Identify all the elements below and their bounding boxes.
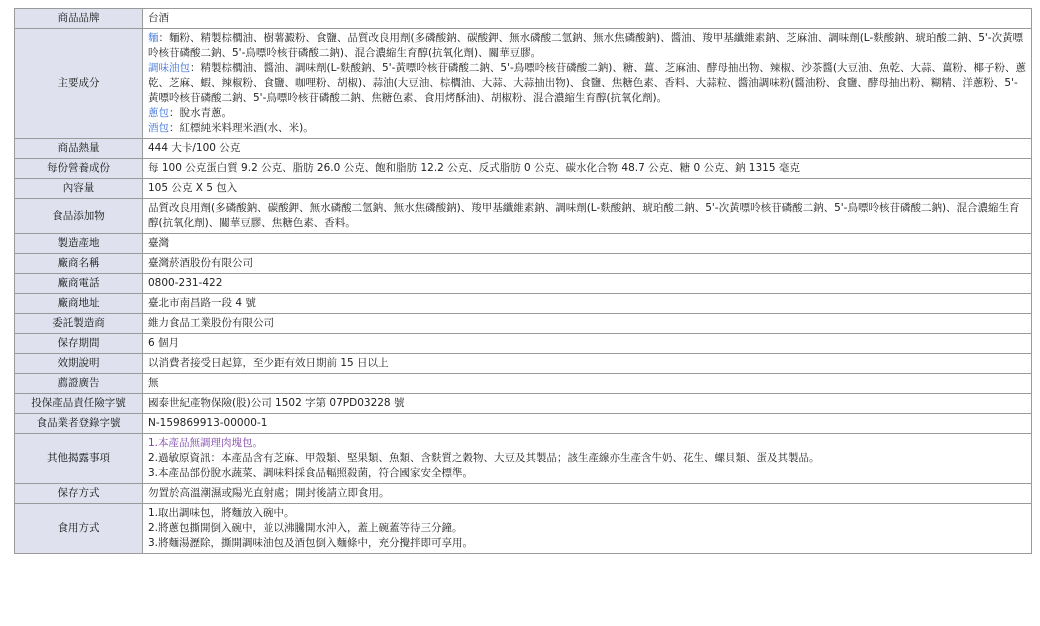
value-shelf-life: 6 個月 — [143, 334, 1032, 354]
usage-line-2: 2.將蔥包撕開倒入碗中，並以沸騰開水沖入，蓋上碗蓋等待三分鐘。 — [148, 522, 463, 534]
row-maker — [15, 254, 1032, 274]
value-content: 105 公克 X 5 包入 — [143, 179, 1032, 199]
noodle-text: ：麵粉、精製棕櫚油、樹薯澱粉、食鹽、品質改良用劑(多磷酸鈉、碳酸鉀、無水磷酸二氫鈉、無水焦磷酸鈉)、醬油、羧甲基纖維素鈉、芝麻油、調味劑(L-麩酸鈉、琥珀酸二鈉、5'-次黃嘌呤核苷磷酸二鈉、5'-鳥嘌呤核苷磷酸二鈉)、混合濃縮生育醇(抗氧化劑)、關華豆膠。 — [148, 32, 1024, 59]
label-ingredients: 主要成分 — [15, 29, 143, 139]
row-content — [15, 179, 1032, 199]
value-expiry: 以消費者接受日起算，至少距有效日期前 15 日以上 — [143, 354, 1032, 374]
product-info-table — [14, 8, 1032, 554]
value-contract: 維力食品工業股份有限公司 — [143, 314, 1032, 334]
row-nutrition — [15, 159, 1032, 179]
label-brand: 商品品牌 — [15, 9, 143, 29]
label-storage: 保存方式 — [15, 484, 143, 504]
value-ingredients — [143, 29, 1032, 139]
ingredients-oil — [148, 61, 1026, 106]
row-additives — [15, 199, 1032, 234]
row-expiry — [15, 354, 1032, 374]
row-ingredients — [15, 29, 1032, 139]
value-registration: N-159869913-00000-1 — [143, 414, 1032, 434]
label-additives: 食品添加物 — [15, 199, 143, 234]
label-disclosures: 其他揭露事項 — [15, 434, 143, 484]
oil-text: ：精製棕櫚油、醬油、調味劑(L-麩酸鈉、5'-黃嘌呤核苷磷酸二鈉、5'-鳥嘌呤核苷磷酸二鈉)、糖、薑、芝麻油、酵母抽出物、辣椒、沙茶醬(大豆油、魚乾、大蒜、薑粉、椰子粉、蔥乾、芝麻、蝦、辣椒粉、食鹽、咖哩粉、胡椒)、蒜油(大豆油、棕櫚油、大蒜、大蒜抽出物)、食鹽、焦糖色素、香料、大蒜粒、醬油調味粉(醬油粉、食鹽、酵母抽出粉、糊精、洋蔥粉、5'-黃嘌呤核苷磷酸二鈉、5'-鳥嘌呤核苷磷酸二鈉、焦糖色素、食用烤酥油)、胡椒粉、混合濃縮生育醇(抗氧化劑)。 — [148, 62, 1026, 104]
value-phone: 0800-231-422 — [143, 274, 1032, 294]
ingredients-wine — [148, 121, 1026, 136]
value-maker: 臺灣菸酒股份有限公司 — [143, 254, 1032, 274]
label-content: 內容量 — [15, 179, 143, 199]
row-origin — [15, 234, 1032, 254]
ingredients-scallion — [148, 106, 1026, 121]
value-usage — [143, 504, 1032, 554]
value-disclosures — [143, 434, 1032, 484]
row-phone — [15, 274, 1032, 294]
value-testimonial: 無 — [143, 374, 1032, 394]
wine-text: ：紅標純米料理米酒(水、米)。 — [169, 122, 314, 134]
label-contract: 委託製造商 — [15, 314, 143, 334]
scallion-tag: 蔥包 — [148, 107, 169, 119]
row-storage — [15, 484, 1032, 504]
value-additives: 品質改良用劑(多磷酸鈉、碳酸鉀、無水磷酸二氫鈉、無水焦磷酸鈉)、羧甲基纖維素鈉、調味劑(L-麩酸鈉、琥珀酸二鈉、5'-次黃嘌呤核苷磷酸二鈉、5'-鳥嘌呤核苷磷酸二鈉)、混合濃縮生育醇(抗氧化劑)、關華豆膠、焦糖色素、香料。 — [143, 199, 1032, 234]
label-registration: 食品業者登錄字號 — [15, 414, 143, 434]
row-contract — [15, 314, 1032, 334]
label-origin: 製造產地 — [15, 234, 143, 254]
disclosure-line-3: 3.本產品部份脫水蔬菜、調味料採食品輻照殺菌，符合國家安全標準。 — [148, 467, 474, 479]
label-testimonial: 薦證廣告 — [15, 374, 143, 394]
value-address: 臺北市南昌路一段 4 號 — [143, 294, 1032, 314]
label-insurance: 投保產品責任險字號 — [15, 394, 143, 414]
row-disclosures — [15, 434, 1032, 484]
ingredients-noodle — [148, 31, 1026, 61]
row-usage — [15, 504, 1032, 554]
row-registration — [15, 414, 1032, 434]
usage-line-3: 3.將麵湯瀝除，撕開調味油包及酒包倒入麵條中，充分攪拌即可享用。 — [148, 537, 474, 549]
row-calories — [15, 139, 1032, 159]
usage-line-1: 1.取出調味包，將麵放入碗中。 — [148, 507, 295, 519]
noodle-tag: 麵 — [148, 32, 159, 44]
label-expiry: 效期說明 — [15, 354, 143, 374]
oil-tag: 調味油包 — [148, 62, 190, 74]
row-brand — [15, 9, 1032, 29]
label-calories: 商品熱量 — [15, 139, 143, 159]
wine-tag: 酒包 — [148, 122, 169, 134]
label-address: 廠商地址 — [15, 294, 143, 314]
scallion-text: ：脫水青蔥。 — [169, 107, 232, 119]
value-origin: 臺灣 — [143, 234, 1032, 254]
value-brand: 台酒 — [143, 9, 1032, 29]
row-insurance — [15, 394, 1032, 414]
value-insurance: 國泰世紀產物保險(股)公司 1502 字第 07PD03228 號 — [143, 394, 1032, 414]
row-testimonial — [15, 374, 1032, 394]
label-nutrition: 每份營養成份 — [15, 159, 143, 179]
label-maker: 廠商名稱 — [15, 254, 143, 274]
value-calories: 444 大卡/100 公克 — [143, 139, 1032, 159]
disclosure-line-1: 1.本產品無調理肉塊包。 — [148, 437, 264, 449]
label-phone: 廠商電話 — [15, 274, 143, 294]
row-address — [15, 294, 1032, 314]
product-info-table-wrapper — [14, 8, 1032, 554]
label-shelf-life: 保存期間 — [15, 334, 143, 354]
disclosure-line-2: 2.過敏原資訊：本產品含有芝麻、甲殼類、堅果類、魚類、含麩質之穀物、大豆及其製品；該生產線亦生產含牛奶、花生、螺貝類、蛋及其製品。 — [148, 452, 820, 464]
label-usage: 食用方式 — [15, 504, 143, 554]
row-shelf-life — [15, 334, 1032, 354]
value-storage: 勿置於高溫潮濕或陽光直射處；開封後請立即食用。 — [143, 484, 1032, 504]
value-nutrition: 每 100 公克蛋白質 9.2 公克、脂肪 26.0 公克、飽和脂肪 12.2 公克、反式脂肪 0 公克、碳水化合物 48.7 公克、糖 0 公克、鈉 1315 毫克 — [143, 159, 1032, 179]
